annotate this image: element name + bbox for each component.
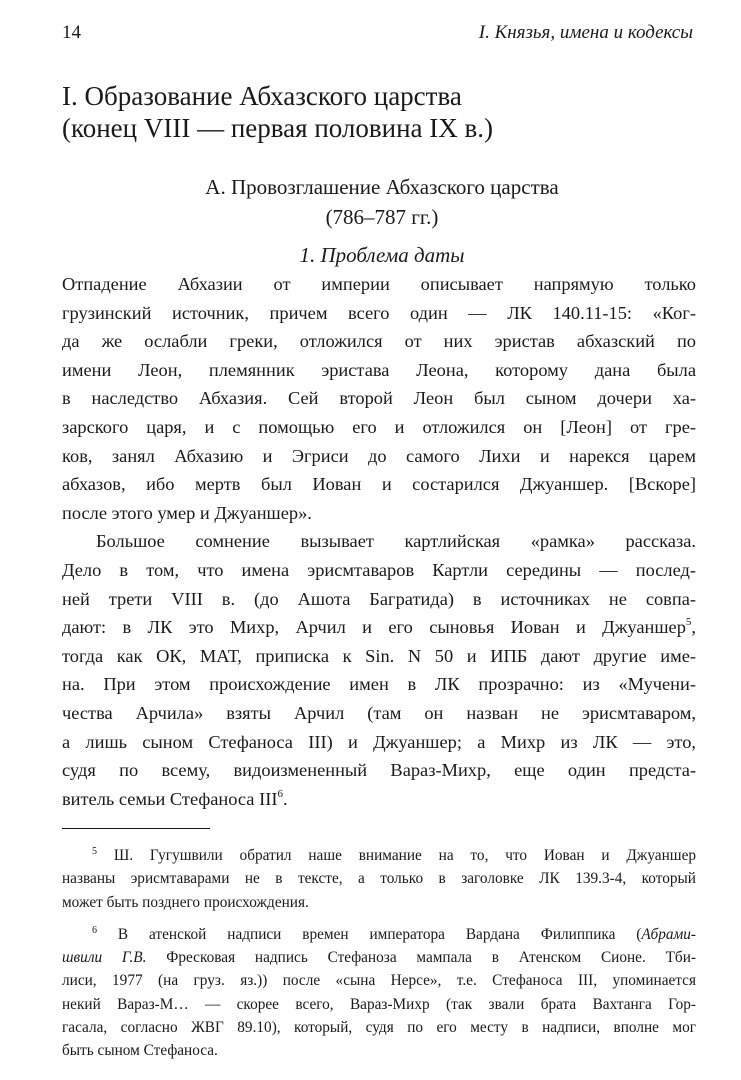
text-segment: витель семьи Стефаноса III — [62, 788, 278, 809]
text-line: тогда как ОК, МАТ, приписка к Sin. N 50 и ИПБ дают другие име- — [62, 645, 696, 666]
text-line: витель семьи Стефаноса III$^6$. — [62, 787, 288, 809]
footnote-line: некий Вараз-М… — скорее всего, Вараз-Михр (так звали брата Вахтанга Гор- — [62, 995, 696, 1013]
running-head: I. Князья, имена и кодексы — [478, 22, 693, 43]
footnote-line: может быть позднего происхождения. — [62, 893, 309, 911]
text-line: абхазов, ибо мертв был Иован и состарился Джуаншер. [Вскоре] — [62, 474, 696, 495]
footnote-5 — [62, 844, 696, 914]
author-name: швили Г.В. — [62, 949, 147, 967]
text-segment: дают: в ЛК это Михр, Арчил и его сыновья Иован и Джуаншер — [62, 617, 686, 638]
footnote-divider — [62, 828, 210, 829]
text-line: грузинский источник, причем всего один — ЛК 140.11-15: «Ког- — [62, 302, 696, 323]
subsection-title: 1. Проблема даты — [299, 243, 465, 267]
chapter-title — [62, 80, 702, 144]
text-line: да же ослабли греки, отложился от них эристав абхазский по — [62, 331, 696, 352]
footnote-marker: 6 — [92, 924, 97, 936]
footnote-line — [62, 844, 696, 867]
text-line: Дело в том, что имена эрисмтаваров Картли середины — послед- — [62, 559, 696, 580]
text-line: в наследство Абхазия. Сей второй Леон был сыном дочери ха- — [62, 388, 696, 409]
page-header — [62, 22, 693, 50]
footnote-ref-5[interactable]: 5 — [685, 616, 692, 629]
footnote-ref-6[interactable]: 6 — [277, 787, 283, 800]
chapter-title-line: (конец VIII — первая половина IX в.) — [62, 113, 493, 143]
chapter-title-line: I. Образование Абхазского царства — [62, 81, 462, 111]
footnotes — [62, 844, 696, 1072]
footnote-6 — [62, 923, 696, 1063]
footnote-marker: 5 — [92, 846, 97, 857]
text-line: после этого умер и Джуаншер». — [62, 502, 312, 523]
text-segment: Фресковая надпись Стефаноза мампала в Атенском Сионе. Тби- — [146, 949, 696, 967]
text-line: имени Леон, племянник эристава Леона, которому дана была — [62, 359, 696, 380]
paragraph-1 — [62, 270, 696, 527]
text-line: Отпадение Абхазии от империи описывает напрямую только — [62, 274, 696, 294]
text-line: на. При этом происхождение имен в ЛК прозрачно: из «Мучени- — [62, 674, 696, 695]
footnote-line: быть сыном Стефаноса. — [62, 1042, 218, 1060]
section-title-line: (786–787 гг.) — [325, 205, 439, 229]
text-line: чества Арчила» взяты Арчил (там он назван не эрисмтаваром, — [62, 702, 696, 723]
paragraph-2 — [62, 527, 696, 813]
section-title — [62, 172, 702, 232]
text-line: зарского царя, и с помощью его и отложился он [Леон] от гре- — [62, 416, 696, 437]
footnote-line — [62, 923, 696, 946]
text-line: а лишь сыном Стефаноса III) и Джуаншер; а Михр из ЛК — это, — [62, 731, 696, 752]
footnote-line: лиси, 1977 (на груз. яз.)) после «сына Нерсе», т.е. Стефаноса III, упоминается — [62, 972, 696, 990]
text-line: ней трети VIII в. (до Ашота Багратида) в источниках не совпа- — [62, 588, 696, 609]
main-text — [62, 270, 696, 813]
text-line: Большое сомнение вызывает картлийская «рамка» рассказа. — [96, 531, 696, 552]
footnote-line: названы эрисмтаварами не в тексте, а только в заголовке ЛК 139.3-4, который — [62, 870, 696, 888]
text-line: ков, занял Абхазию и Эгриси до самого Лихи и нарекся царем — [62, 445, 696, 466]
text-line: дают: в ЛК это Михр, Арчил и его сыновья Иован и Джуаншер$^5$, — [62, 616, 696, 638]
section-title-line: А. Провозглашение Абхазского царства — [205, 175, 559, 199]
page-number: 14 — [62, 22, 81, 43]
text-segment: Ш. Гугушвили обратил наше внимание на то, что Иован и Джуаншер — [113, 847, 697, 864]
footnote-line: гасала, согласно ЖВГ 89.10), который, судя по его месту в надписи, вполне мог — [62, 1019, 696, 1037]
text-line: судя по всему, видоизмененный Вараз-Михр, еще один предста- — [62, 760, 696, 781]
text-segment: В атенской надписи времен императора Вардана Филиппика ( — [117, 925, 642, 943]
footnote-line — [62, 946, 696, 969]
author-name: Абрами- — [641, 925, 696, 943]
